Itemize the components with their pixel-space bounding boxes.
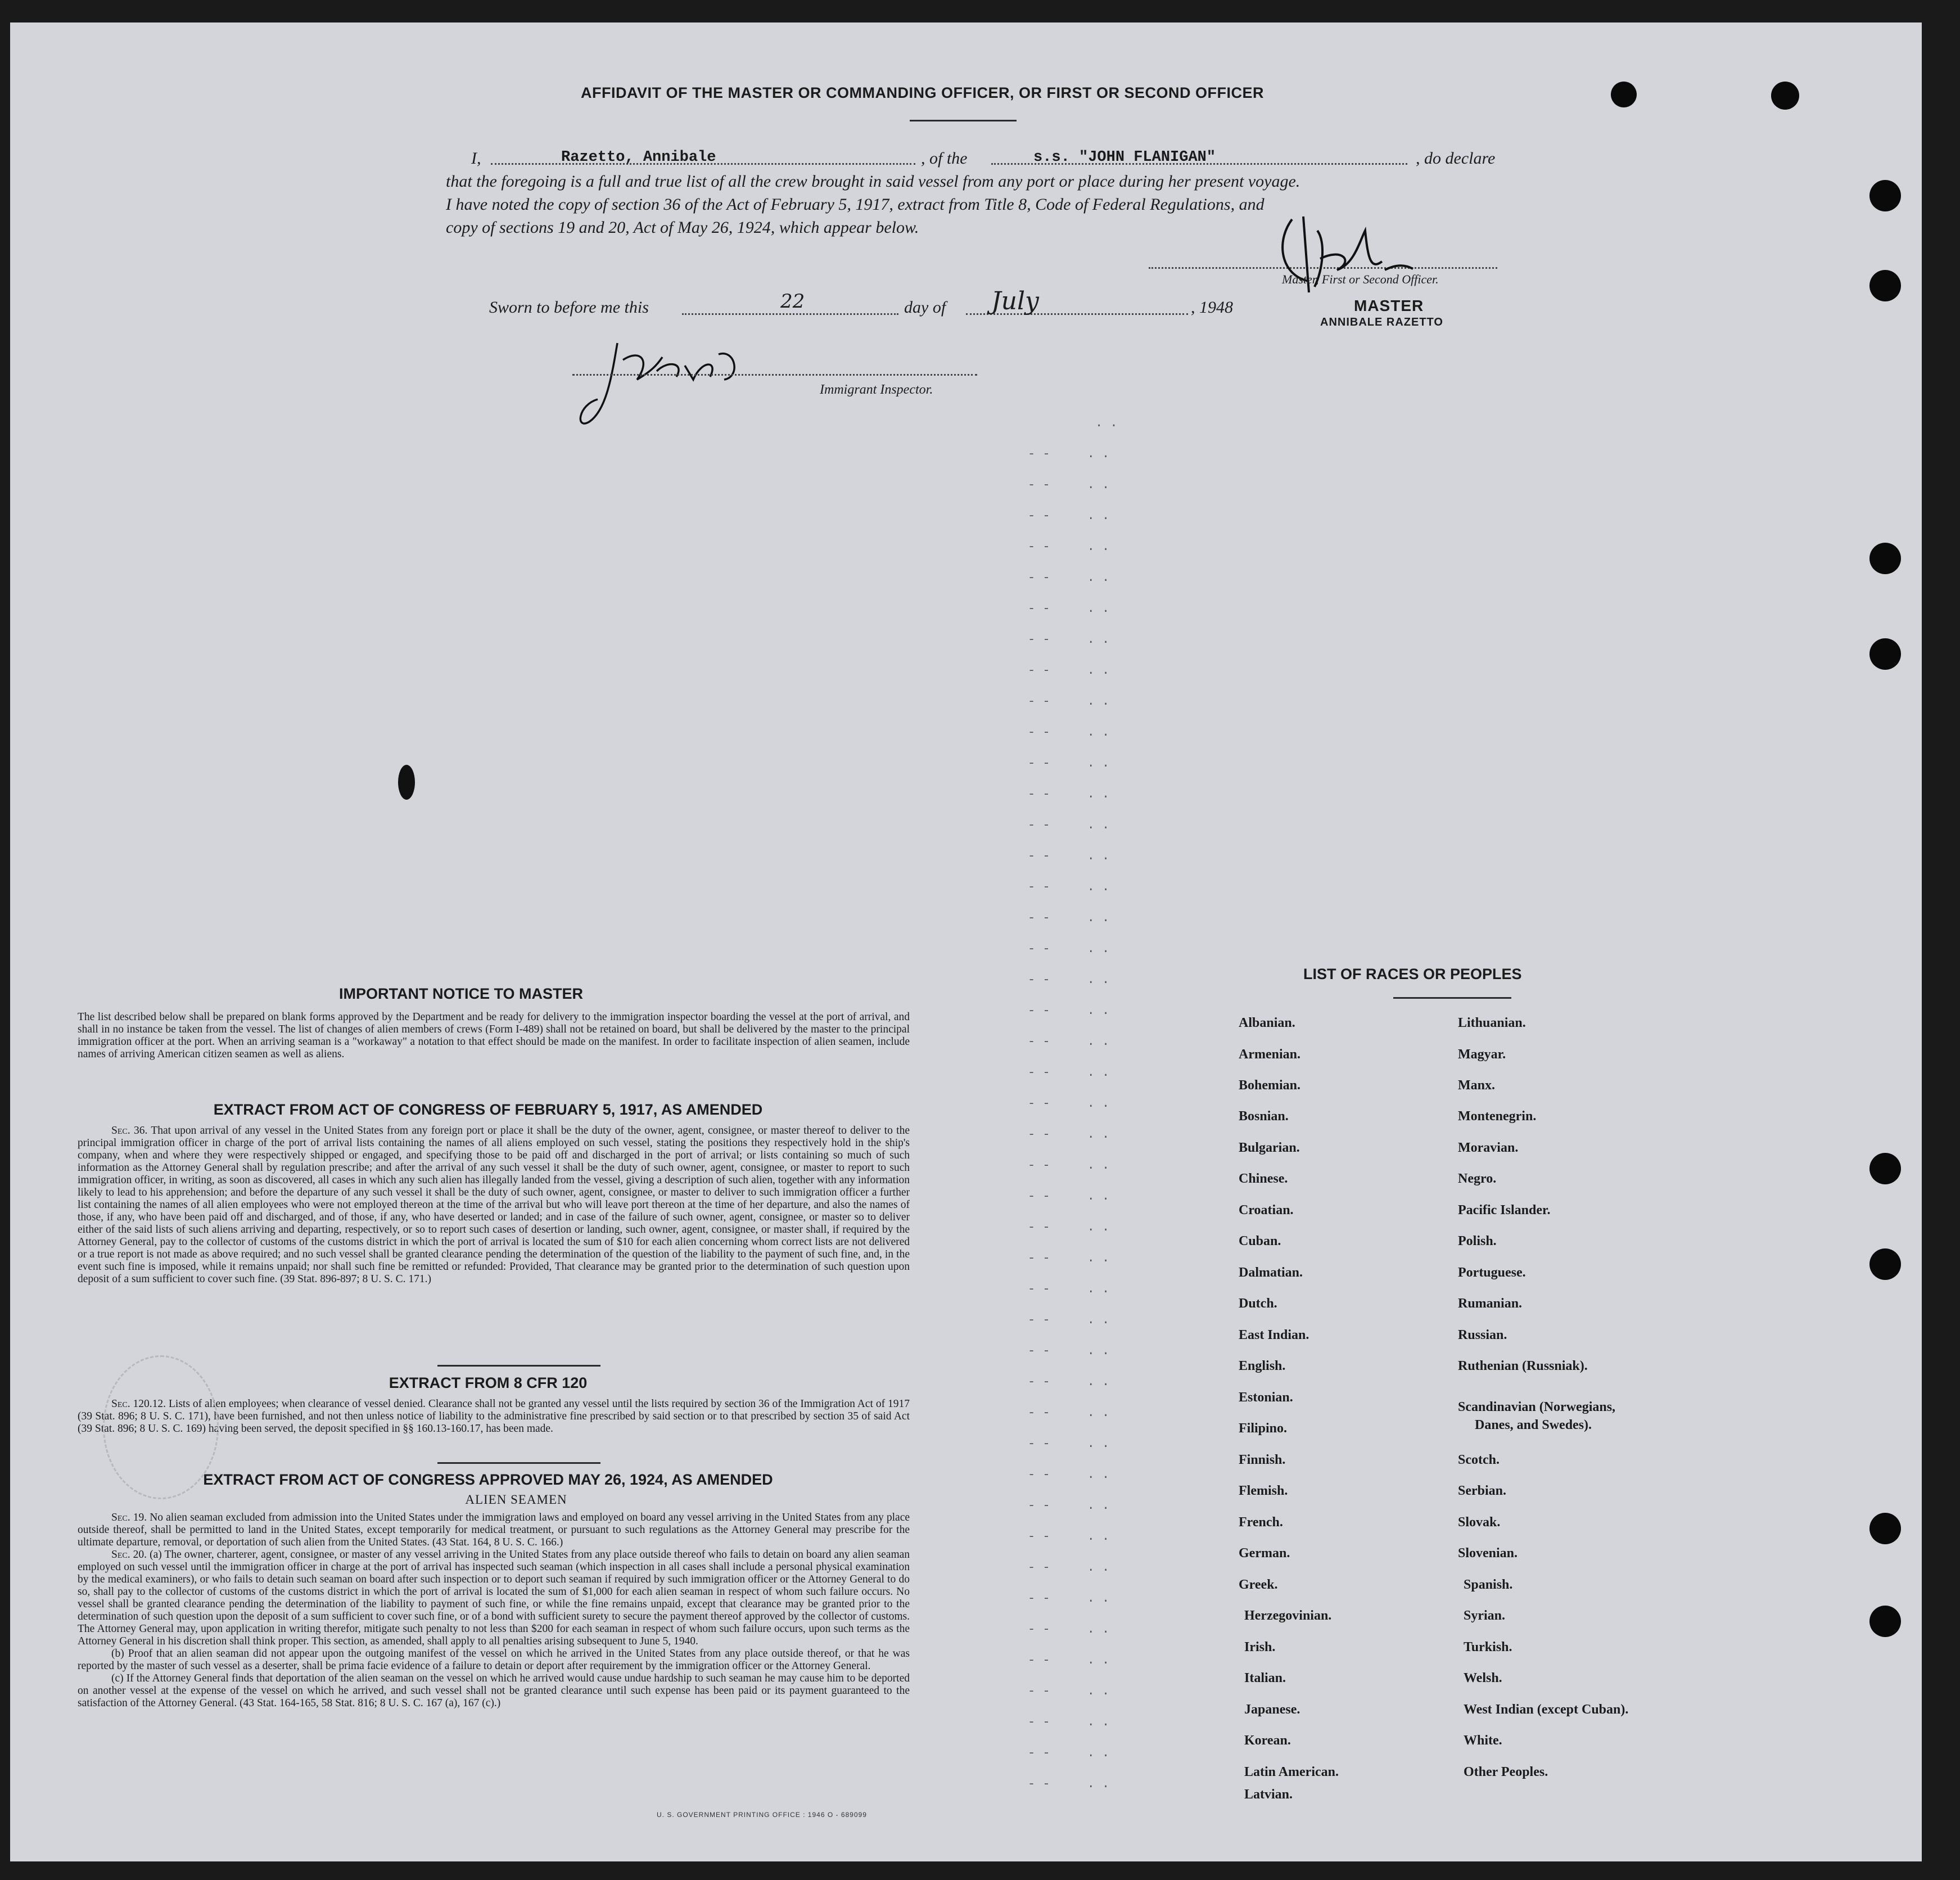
race-item: Moravian. <box>1458 1140 1519 1155</box>
race-item: Slovenian. <box>1458 1546 1518 1561</box>
race-item: Russian. <box>1458 1328 1507 1342</box>
extract-cfr-sec: Sec. 120.12. <box>111 1398 166 1410</box>
race-item: French. <box>1239 1515 1283 1530</box>
races-title: LIST OF RACES OR PEOPLES <box>1303 966 1522 982</box>
punch-hole <box>1869 1606 1901 1637</box>
extract-1917-sec: Sec. 36. <box>111 1125 148 1137</box>
race-item-line-1: Scandinavian (Norwegians, <box>1458 1400 1616 1414</box>
race-item: Syrian. <box>1464 1608 1506 1623</box>
race-item: White. <box>1464 1733 1502 1748</box>
race-item: Estonian. <box>1239 1390 1293 1405</box>
divider-1 <box>437 1365 600 1367</box>
divider-2 <box>437 1462 600 1464</box>
notice-body: The list described below shall be prepared on blank forms approved by the Department and be ready for delivery to the immigration inspector boarding the vessel at the port of arrival, and shall in no instance be taken from the vessel. The list of changes of alien members of crews (Form I-489) shall not be retained on board, but shall be delivered by the master to the principal immigration officer at the port. When an arriving seaman is a "workaway" a notation to that effect should be made on the manifest. In order to facilitate inspection of alien seamen, include names of arriving American citizen seamen as well as aliens. <box>78 1011 910 1060</box>
race-item: Japanese. <box>1244 1702 1300 1717</box>
punch-hole <box>1611 82 1637 107</box>
race-item: Bosnian. <box>1239 1109 1289 1124</box>
punch-hole <box>1771 82 1799 110</box>
faint-seal <box>103 1355 219 1499</box>
extract-1917-text: That upon arrival of any vessel in the United States from any foreign port or place it shall be the duty of the owner, agent, consignee, or master thereof to deliver to the principal immigration officer in charge of the port of arrival lists containing the names of all aliens employed on such vessel, stating the positions they respectively hold in the ship's company, when and where they were respectively shipped or engaged, and specifying those to be paid off and discharged in the port of arrival; or lists containing so much of such information as the Attorney General shall by regulation prescribe; and after the arrival of any such vessel it shall be the duty of such owner, agent, consignee, or master to report to such immigration officer, in writing, as soon as discovered, all cases in which any such alien has illegally landed from the vessel, giving a description of such alien, together with any information likely to lead to his apprehension; and before the departure of any such vessel it shall be the duty of such owner, agent, consignee, or master to deliver to such immigration officer a further list containing the names of all alien employees who were not employed thereon at the time of the arrival but who will leave port thereon at the time of her departure, and also the names of those, if any, who have been paid off and discharged, and of those, if any, who have deserted or landed; and in case of the failure of such owner, agent, consignee, or master so to deliver either of the said lists of such aliens arriving and departing, respectively, or so to report such cases of desertion or landing, such owner, agent, consignee, or master shall, if required by the Attorney General, pay to the collector of customs of the customs district in which the port of arrival is located the sum of $10 for each alien concerning whom correct lists are not delivered or a true report is not made as above required; and no such vessel shall be granted clearance pending the determination of the question of the liability to the payment of such fine, and, in the event such fine is imposed, while it remains unpaid; nor shall such fine be remitted or refunded: Provided, That clearance may be granted prior to the determination of such question upon deposit of a sum sufficient to cover such fine. (39 Stat. 896-897; 8 U. S. C. 171.) <box>78 1125 910 1285</box>
title-rule <box>910 120 1017 121</box>
document-page: AFFIDAVIT OF THE MASTER OR COMMANDING OFFICER, OR FIRST OR SECOND OFFICER I, Razetto, Annibale , of the s.s. "JOHN FLANIGAN" , do declare that the foregoing is a full and true list of all the crew brought in said vessel from any port or place during her present voyage. I have noted the copy of section 36 of the Act of February 5, 1917, extract from Title 8, Code of Federal Regulations, and copy of sections 19 and 20, Act of May 26, 1924, which appear below. Master, First or Second Officer. Sworn to before me this 22 day of July , 1948 MASTER ANNIBALE RAZETTO Immigrant Inspector. . . - - . . - - . . - - . . - - . . - - . . - - . . - - . . - - . . - - . . - - . . - - . . - - . . - - . . - - . . - - . . - - . . - - . . - - . . - - . . - - . . - - . . - - . . - - . . - - . . - - . . - - . . - - . . - - . . - - . . - - . . - - . . - - . . - - . . - - . . - - . . - - . . - - . . - - . . - - . . - - . . - - . . - - . . - - . . - - . . IMPORTANT NOTICE TO MASTER The list described below shall be prepared on blank forms approved by the Department and be ready for delivery to the immigration inspector boarding the vessel at the port of arrival, and shall in no instance be taken from the vessel. The list of changes of alien members of crews (Form I-489) shall not be retained on board, but shall be delivered by the master to the principal immigration officer at the port. When an arriving seaman is a "workaway" a notation to that effect should be made on the manifest. In order to facilitate inspection of alien seamen, include names of arriving American citizen seamen as well as aliens. EXTRACT FROM ACT OF CONGRESS OF FEBRUARY 5, 1917, AS AMENDED Sec. 36. That upon arrival of any vessel in the United States from any foreign port or place it shall be the duty of the owner, agent, consignee, or master thereof to deliver to the principal immigration officer in charge of the port of arrival lists containing the names of all aliens employed on such vessel, stating the positions they respectively hold in the ship's company, when and where they were respectively shipped or engaged, and specifying those to be paid off and discharged in the port of arrival; or lists containing so much of such information as the Attorney General shall by regulation prescribe; and after the arrival of any such vessel it shall be the duty of such owner, agent, consignee, or master to report to such immigration officer, in writing, as soon as discovered, all cases in which any such alien has illegally landed from the vessel, giving a description of such alien, together with any information likely to lead to his apprehension; and before the departure of any such vessel it shall be the duty of such owner, agent, consignee, or master to deliver to such immigration officer a further list containing the names of all alien employees who were not employed thereon at the time of the arrival but who will leave port thereon at the time of her departure, and also the names of those, if any, who have been paid off and discharged, and of those, if any, who have deserted or landed; and in case of the failure of such owner, agent, consignee, or master so to deliver either of the said lists of such aliens arriving and departing, respectively, or so to report such cases of desertion or landing, such owner, agent, consignee, or master shall, if required by the Attorney General, pay to the collector of customs of the customs district in which the port of arrival is located the sum of $10 for each alien concerning whom correct lists are not delivered or a true report is not made as above required; and no such vessel shall be granted clearance pending the determination of the question of the liability to the payment of such fine, and, in the event such fine is imposed, while it remains unpaid; nor shall such fine be remitted or refunded: Provided, That clearance may be granted prior to the determination of such question upon deposit of a sum sufficient to cover such fine. (39 Stat. 896-897; 8 U. S. C. 171.) EXTRACT FROM 8 CFR 120 Sec. 120.12. Lists of alien employees; when clearance of vessel denied. Clearance shall not be granted any vessel until the lists required by section 36 of the Immigration Act of 1917 (39 Stat. 896; 8 U. S. C. 171), have been furnished, and not then unless notice of liability to the administrative fine prescribed by said section or to that prescribed by section 35 of said Act (39 Stat. 896; 8 U. S. C. 169) having been served, the deposit specified in §§ 160.13-160.17, has been made. EXTRACT FROM ACT OF CONGRESS APPROVED MAY 26, 1924, AS AMENDED ALIEN SEAMEN Sec. 19. No alien seaman excluded from admission into the United States under the immigration laws and employed on board any vessel arriving in the United States from any place outside thereof, shall be permitted to land in the United States, except temporarily for medical treatment, or pursuant to such regulations as the Attorney General may prescribe for the ultimate departure, removal, or deportation of such alien from the United States. (43 Stat. 164, 8 U. S. C. 166.) Sec. 20. (a) The owner, charterer, agent, consignee, or master of any vessel arriving in the United States from any place outside thereof who fails to detain on board any alien seaman employed on such vessel until the immigration officer in charge at the port of arrival has inspected such seaman (which inspection in all cases shall include a personal physical examination by the medical examiners), or who fails to detain such seaman on board after such inspection or to deport such seaman if required by such immigration officer or the Attorney General to do so, shall pay to the collector of customs of the customs district in which the port of arrival is located the sum of $1,000 for each alien seaman in respect of whom such failure occurs. No vessel shall be granted clearance pending the determination of the liability to payment of such fine, or while the fine remains unpaid, except that clearance may be granted prior to the determination of such question upon the deposit of a sum sufficient to cover such fine, or of a bond with sufficient surety to secure the payment thereof approved by the collector of customs. The Attorney General may, upon application in writing therefor, mitigate such penalty to not less than $200 for each seaman in respect of whom such failure occurs, upon such terms as the Attorney General in his discretion shall think proper. This section, as amended, shall apply to all penalties arising subsequent to June 5, 1940. (b) Proof that an alien seaman did not appear upon the outgoing manifest of the vessel on which he arrived in the United States from any place outside thereof, or that he was reported by the master of such vessel as a deserter, shall be prima facie evidence of a failure to detain or deport after requirement by the immigration officer or the Attorney General. (c) If the Attorney General finds that deportation of the alien seaman on the vessel on which he arrived would cause undue hardship to such seaman he may cause him to be deported on another vessel at the expense of the vessel on which he arrived, and such vessel shall not be granted clearance until such expense has been paid or its payment guaranteed to the satisfaction of the Attorney General. (43 Stat. 164-165, 58 Stat. 816; 8 U. S. C. 167 (a), 167 (c).) U. S. GOVERNMENT PRINTING OFFICE : 1946 O - 689099 LIST OF RACES OR PEOPLES Albanian. Armenian. Bohemian. Bosnian. Bulgarian. Chinese. Croatian. Cuban. Dalmatian. Dutch. East Indian. English. Estonian. Filipino. Finnish. Flemish. French. German. Greek. Herzegovinian. Irish. Italian. Japanese. Korean. Latin American. Lithuanian. Magyar. Manx. Montenegrin. Moravian. Negro. Pacific Islander. Polish. Portuguese. Rumanian. Russian. Ruthenian (Russniak). Scandinavian (Norwegians, Danes, and Swedes). Scotch. Serbian. Slovak. Slovenian. Spanish. Syrian. Turkish. Welsh. West Indian (except Cuban). White. Other Peoples. <box>10 22 1922 1861</box>
sec-19-text: No alien seaman excluded from admission into the United States under the immigration laws and employed on board any vessel arriving in the United States from any place outside thereof, shall be permitted to land in the United States, except temporarily for medical treatment, or pursuant to such regulations as the Attorney General may prescribe for the ultimate departure, removal, or deportation of such alien from the United States. (43 Stat. 164, 8 U. S. C. 166.) <box>78 1512 910 1548</box>
sworn-year-value: , 1948 <box>1191 298 1233 317</box>
alien-seamen-subtitle: ALIEN SEAMEN <box>465 1493 567 1507</box>
punch-hole <box>1869 1248 1901 1280</box>
punch-hole <box>1869 180 1901 211</box>
extract-1917-body <box>78 1125 910 1286</box>
race-item: Pacific Islander. <box>1458 1203 1551 1218</box>
extract-1924-body <box>78 1512 910 1710</box>
race-item: Spanish. <box>1464 1577 1513 1592</box>
race-item: Negro. <box>1458 1171 1497 1186</box>
vessel-name-value: s.s. "JOHN FLANIGAN" <box>1033 149 1216 166</box>
race-item: Serbian. <box>1458 1484 1507 1498</box>
race-item: Greek. <box>1239 1577 1278 1592</box>
race-item: Dalmatian. <box>1239 1265 1303 1280</box>
printing-office-note: U. S. GOVERNMENT PRINTING OFFICE : 1946 O - 689099 <box>657 1811 867 1819</box>
notice-title: IMPORTANT NOTICE TO MASTER <box>339 985 583 1002</box>
race-item: West Indian (except Cuban). <box>1464 1702 1629 1717</box>
ink-blot <box>398 765 415 800</box>
affidavit-line-2: that the foregoing is a full and true list of all the crew brought in said vessel from any port or place during her present voyage. <box>446 172 1300 191</box>
sec-19-label: Sec. 19. <box>111 1512 147 1523</box>
race-item: Lithuanian. <box>1458 1016 1526 1030</box>
race-item: Turkish. <box>1464 1640 1512 1654</box>
race-item: Bulgarian. <box>1239 1140 1300 1155</box>
extract-cfr-text: Lists of alien employees; when clearance of vessel denied. Clearance shall not be granted any vessel until the lists required by section 36 of the Immigration Act of 1917 (39 Stat. 896; 8 U. S. C. 171), have been furnished, and not then unless notice of liability to the administrative fine prescribed by said section or to that prescribed by section 35 of said Act (39 Stat. 896; 8 U. S. C. 169) having been served, the deposit specified in §§ 160.13-160.17, has been made. <box>78 1398 910 1435</box>
sworn-day-line <box>682 313 898 315</box>
race-item: Croatian. <box>1239 1203 1294 1218</box>
race-item: Welsh. <box>1464 1671 1502 1685</box>
race-item: Cuban. <box>1239 1234 1281 1248</box>
punch-hole <box>1869 543 1901 574</box>
master-officer-caption: Master, First or Second Officer. <box>1282 272 1439 286</box>
race-item: Other Peoples. <box>1464 1765 1548 1779</box>
sec-20b-paragraph: (b) Proof that an alien seaman did not appear upon the outgoing manifest of the vessel on which he arrived in the United States from any place outside thereof, or that he was reported by the master of such vessel as a deserter, shall be prima facie evidence of a failure to detain or deport after requirement by the immigration officer or the Attorney General. <box>78 1648 910 1672</box>
race-item: Armenian. <box>1239 1047 1300 1062</box>
inspector-caption: Immigrant Inspector. <box>820 382 933 397</box>
races-title-rule <box>1393 997 1511 999</box>
punch-hole <box>1869 638 1901 670</box>
race-item: Dutch. <box>1239 1296 1277 1311</box>
punch-hole <box>1869 1153 1901 1184</box>
race-item: Manx. <box>1458 1078 1495 1093</box>
sec-20-paragraph <box>78 1549 910 1648</box>
race-item: German. <box>1239 1546 1290 1561</box>
sec-19-paragraph <box>78 1512 910 1549</box>
race-item: English. <box>1239 1359 1286 1373</box>
day-of-label: day of <box>904 298 946 317</box>
race-item: Latin American. <box>1244 1765 1339 1779</box>
race-item <box>1458 1398 1615 1434</box>
punch-hole <box>1869 270 1901 301</box>
race-item: Flemish. <box>1239 1484 1288 1498</box>
sworn-month-value: July <box>991 287 1039 315</box>
race-item: Albanian. <box>1239 1016 1295 1030</box>
race-item: Magyar. <box>1458 1047 1506 1062</box>
race-item: Montenegrin. <box>1458 1109 1537 1124</box>
race-item: Rumanian. <box>1458 1296 1523 1311</box>
sworn-label: Sworn to before me this <box>489 298 649 317</box>
affidavit-line-3: I have noted the copy of section 36 of the Act of February 5, 1917, extract from Title 8, Code of Federal Regulations, and <box>446 195 1264 214</box>
sec-20c-paragraph: (c) If the Attorney General finds that deportation of the alien seaman on the vessel on which he arrived would cause undue hardship to such seaman he may cause him to be deported on another vessel at the expense of the vessel on which he arrived, and such vessel shall not be granted clearance until such expense has been paid or its payment guaranteed to the satisfaction of the Attorney General. (43 Stat. 164-165, 58 Stat. 816; 8 U. S. C. 167 (a), 167 (c).) <box>78 1672 910 1709</box>
race-item: Italian. <box>1244 1671 1286 1685</box>
race-item: Irish. <box>1244 1640 1276 1654</box>
race-item: Korean. <box>1244 1733 1291 1748</box>
inspector-signature-line <box>572 374 977 376</box>
race-item: Finnish. <box>1239 1453 1286 1467</box>
master-stamp-name: ANNIBALE RAZETTO <box>1320 316 1443 328</box>
race-item: Scotch. <box>1458 1453 1500 1467</box>
extract-1924-title: EXTRACT FROM ACT OF CONGRESS APPROVED MAY 26, 1924, AS AMENDED <box>203 1471 773 1488</box>
master-name-value: Razetto, Annibale <box>561 149 716 166</box>
race-item: Portuguese. <box>1458 1265 1526 1280</box>
sec-20-label: Sec. 20. <box>111 1549 147 1561</box>
race-item-line-2: Danes, and Swedes). <box>1475 1418 1592 1432</box>
affidavit-title: AFFIDAVIT OF THE MASTER OR COMMANDING OFFICER, OR FIRST OR SECOND OFFICER <box>581 84 1264 101</box>
do-declare-label: , do declare <box>1416 149 1496 168</box>
punch-hole <box>1869 1513 1901 1544</box>
of-the-label: , of the <box>921 149 968 168</box>
sworn-day-value: 22 <box>780 290 805 313</box>
race-item: Slovak. <box>1458 1515 1501 1530</box>
affidavit-i: I, <box>471 149 481 168</box>
race-item: Ruthenian (Russniak). <box>1458 1359 1588 1373</box>
affidavit-line-4: copy of sections 19 and 20, Act of May 26, 1924, which appear below. <box>446 218 919 237</box>
race-item: Filipino. <box>1239 1421 1288 1436</box>
extract-cfr-title: EXTRACT FROM 8 CFR 120 <box>389 1374 588 1391</box>
race-item: Bohemian. <box>1239 1078 1301 1093</box>
master-stamp-title: MASTER <box>1354 297 1424 314</box>
race-item: Latvian. <box>1244 1787 1293 1802</box>
inspector-signature-icon <box>572 326 764 439</box>
race-item: Chinese. <box>1239 1171 1288 1186</box>
race-item: Herzegovinian. <box>1244 1608 1332 1623</box>
race-item: Polish. <box>1458 1234 1497 1248</box>
sec-20a-text: (a) The owner, charterer, agent, consignee, or master of any vessel arriving in the United States from any place outside thereof who fails to detain on board any alien seaman employed on such vessel until the immigration officer in charge at the port of arrival has inspected such seaman (which inspection in all cases shall include a personal physical examination by the medical examiners), or who fails to detain such seaman on board after such inspection or to deport such seaman if required by such immigration officer or the Attorney General to do so, shall pay to the collector of customs of the customs district in which the port of arrival is located the sum of $1,000 for each alien seaman in respect of whom such failure occurs. No vessel shall be granted clearance pending the determination of the liability to payment of such fine, or while the fine remains unpaid, except that clearance may be granted prior to the determination of such question upon the deposit of a sum sufficient to cover such fine, or of a bond with sufficient surety to secure the payment thereof approved by the collector of customs. The Attorney General may, upon application in writing therefor, mitigate such penalty to not less than $200 for each seaman in respect of whom such failure occurs, upon such terms as the Attorney General in his discretion shall think proper. This section, as amended, shall apply to all penalties arising subsequent to June 5, 1940. <box>78 1549 910 1647</box>
race-item: East Indian. <box>1239 1328 1309 1342</box>
extract-1917-title: EXTRACT FROM ACT OF CONGRESS OF FEBRUARY 5, 1917, AS AMENDED <box>213 1101 763 1118</box>
